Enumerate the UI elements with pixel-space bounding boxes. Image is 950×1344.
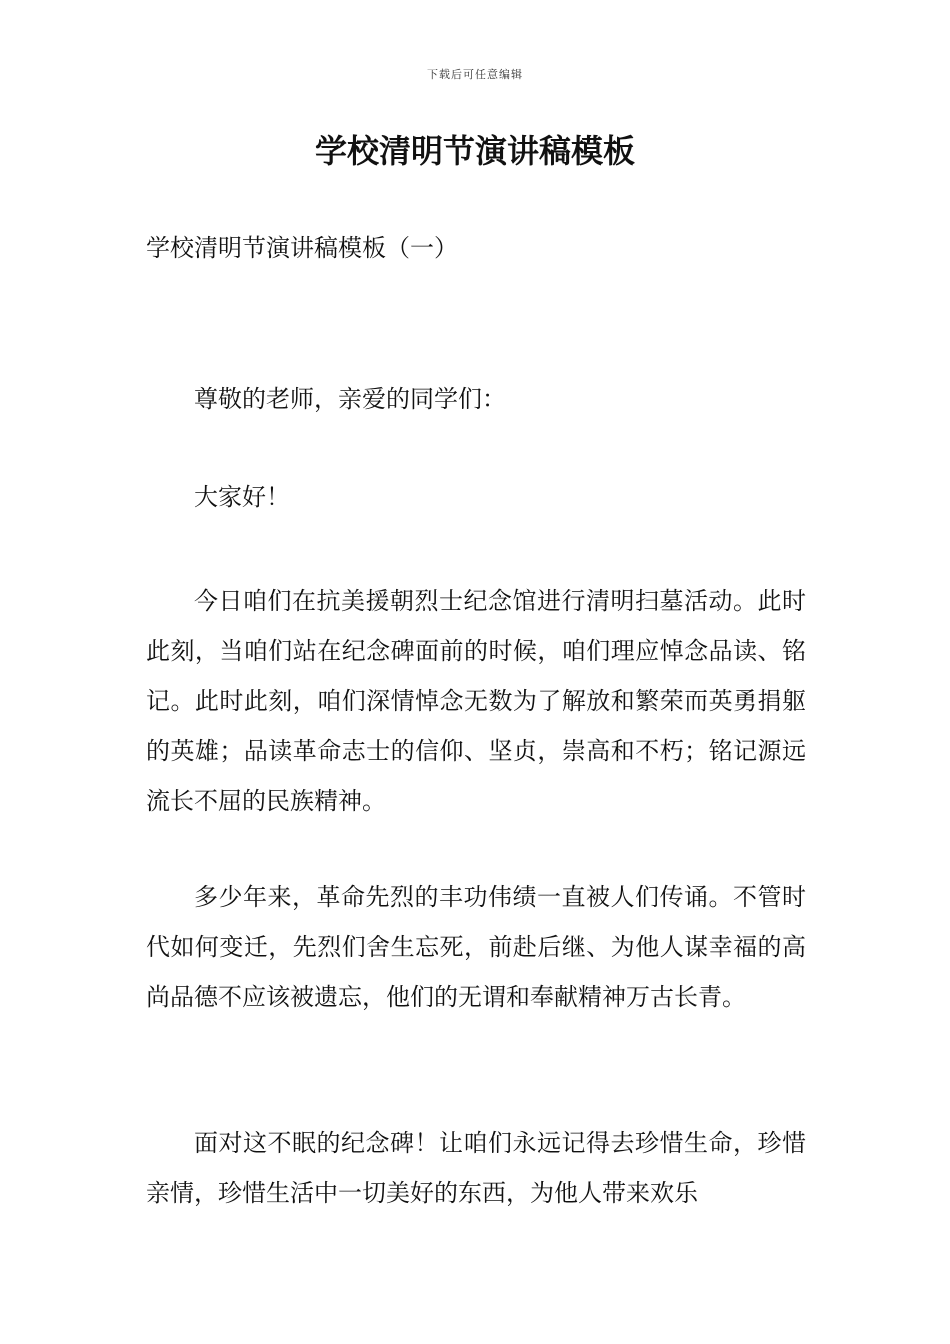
body-paragraph: 多少年来，革命先烈的丰功伟绩一直被人们传诵。不管时代如何变迁，先烈们舍生忘死，前赴后继、为他人谋幸福的高尚品德不应该被遗忘，他们的无谓和奉献精神万古长青。 xyxy=(146,883,806,1011)
document-title: 学校清明节演讲稿模板 xyxy=(314,132,635,170)
header-note: 下载后可任意编辑 xyxy=(427,68,523,81)
greeting-line: 尊敬的老师，亲爱的同学们： xyxy=(194,385,506,413)
hello-line: 大家好！ xyxy=(194,483,290,511)
section-subtitle: 学校清明节演讲稿模板（一） xyxy=(146,234,458,262)
body-paragraph: 面对这不眠的纪念碑！让咱们永远记得去珍惜生命，珍惜亲情，珍惜生活中一切美好的东西，为他人带来欢乐 xyxy=(146,1129,806,1207)
body-paragraph: 今日咱们在抗美援朝烈士纪念馆进行清明扫墓活动。此时此刻，当咱们站在纪念碑面前的时候，咱们理应悼念品读、铭记。此时此刻，咱们深情悼念无数为了解放和繁荣而英勇捐躯的英雄；品读革命志士的信仰、坚贞，崇高和不朽；铭记源远流长不屈的民族精神。 xyxy=(146,587,806,815)
